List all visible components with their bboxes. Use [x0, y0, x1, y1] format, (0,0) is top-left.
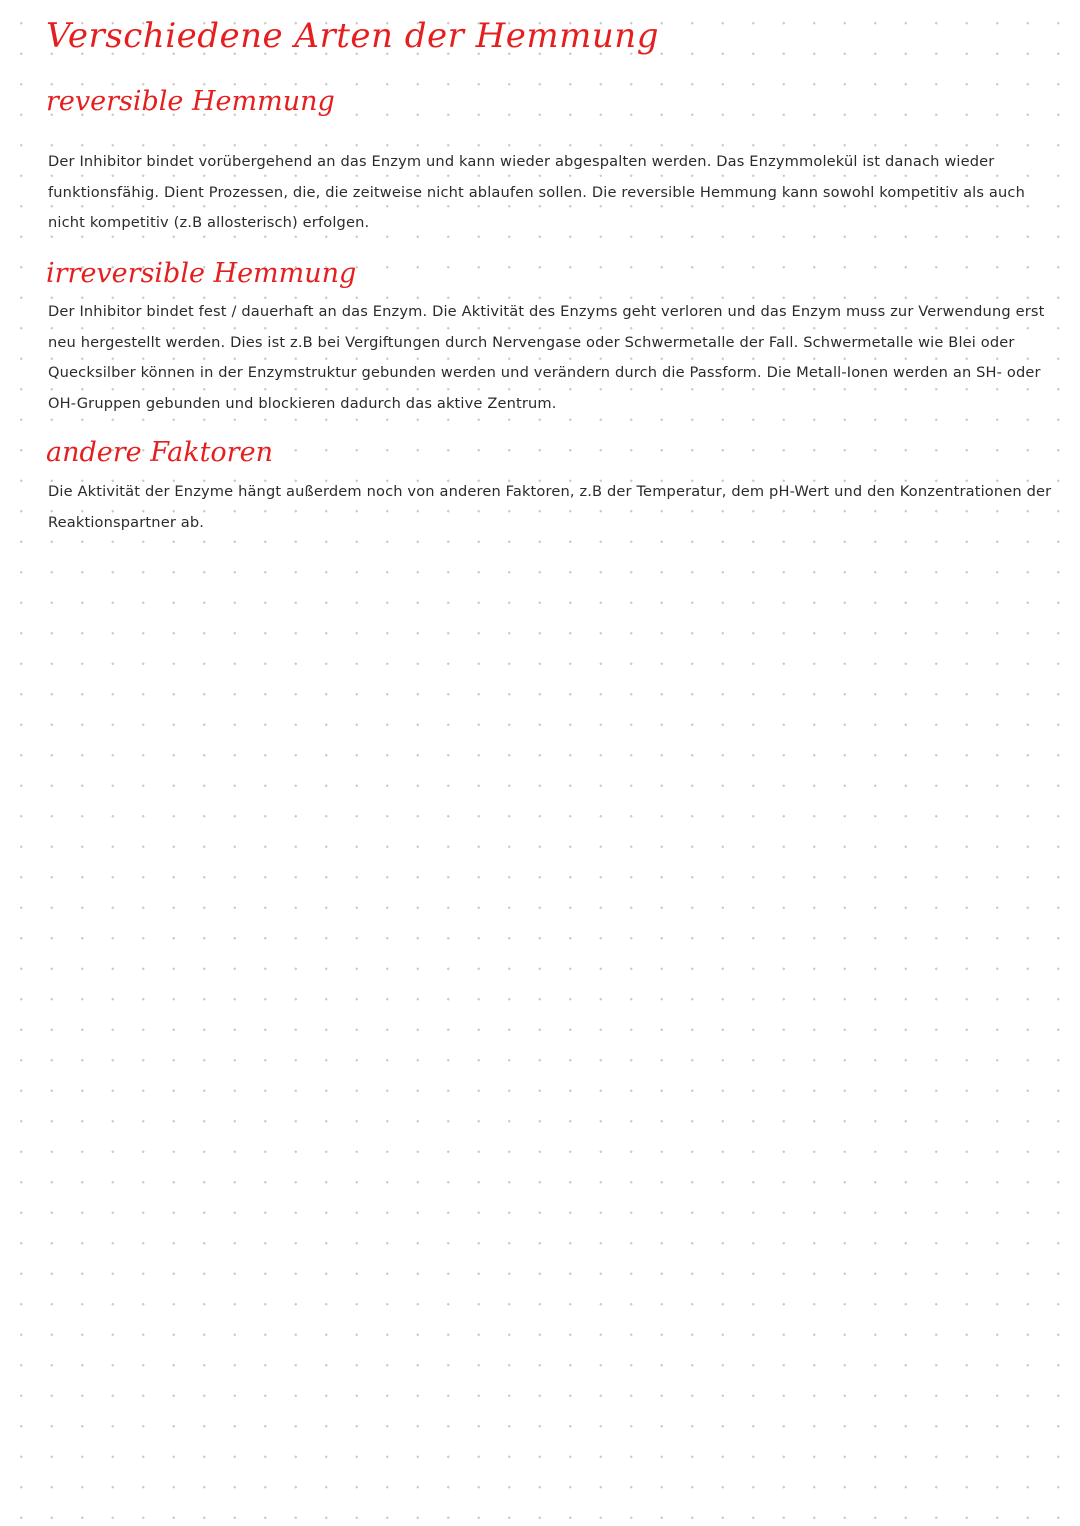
section-heading-andere-faktoren: andere Faktoren	[46, 437, 273, 468]
section-heading-reversible: reversible Hemmung	[46, 86, 335, 117]
section-text-andere-faktoren: Die Aktivität der Enzyme hängt außerdem noch von anderen Faktoren, z.B der Temperatur, dem pH-Wert und den Konzentrationen der Reaktionspartner ab.	[48, 483, 1052, 531]
section-text-irreversible: Der Inhibitor bindet fest / dauerhaft an das Enzym. Die Aktivität des Enzyms geht verloren und das Enzym muss zur Verwendung erst neu hergestellt werden. Dies ist z.B bei Vergiftungen durch Nervengase oder Schwermetalle der Fall. Schwermetalle wie Blei oder Quecksilber können in der Enzymstruktur gebunden werden und verändern durch die Passform. Die Metall-Ionen werden an SH- oder OH-Gruppen gebunden und blockieren dadurch das aktive Zentrum.	[48, 303, 1045, 412]
page-title: Verschiedene Arten der Hemmung	[46, 16, 659, 56]
section-text-reversible: Der Inhibitor bindet vorübergehend an das Enzym und kann wieder abgespalten werden. Das Enzymmolekül ist danach wieder funktionsfähig. Dient Prozessen, die, die zeitweise nicht ablaufen sollen. Die reversible Hemmung kann sowohl kompetitiv als auch nicht kompetitiv (z.B allosterisch) erfolgen.	[48, 153, 1025, 231]
section-heading-irreversible: irreversible Hemmung	[46, 258, 357, 289]
